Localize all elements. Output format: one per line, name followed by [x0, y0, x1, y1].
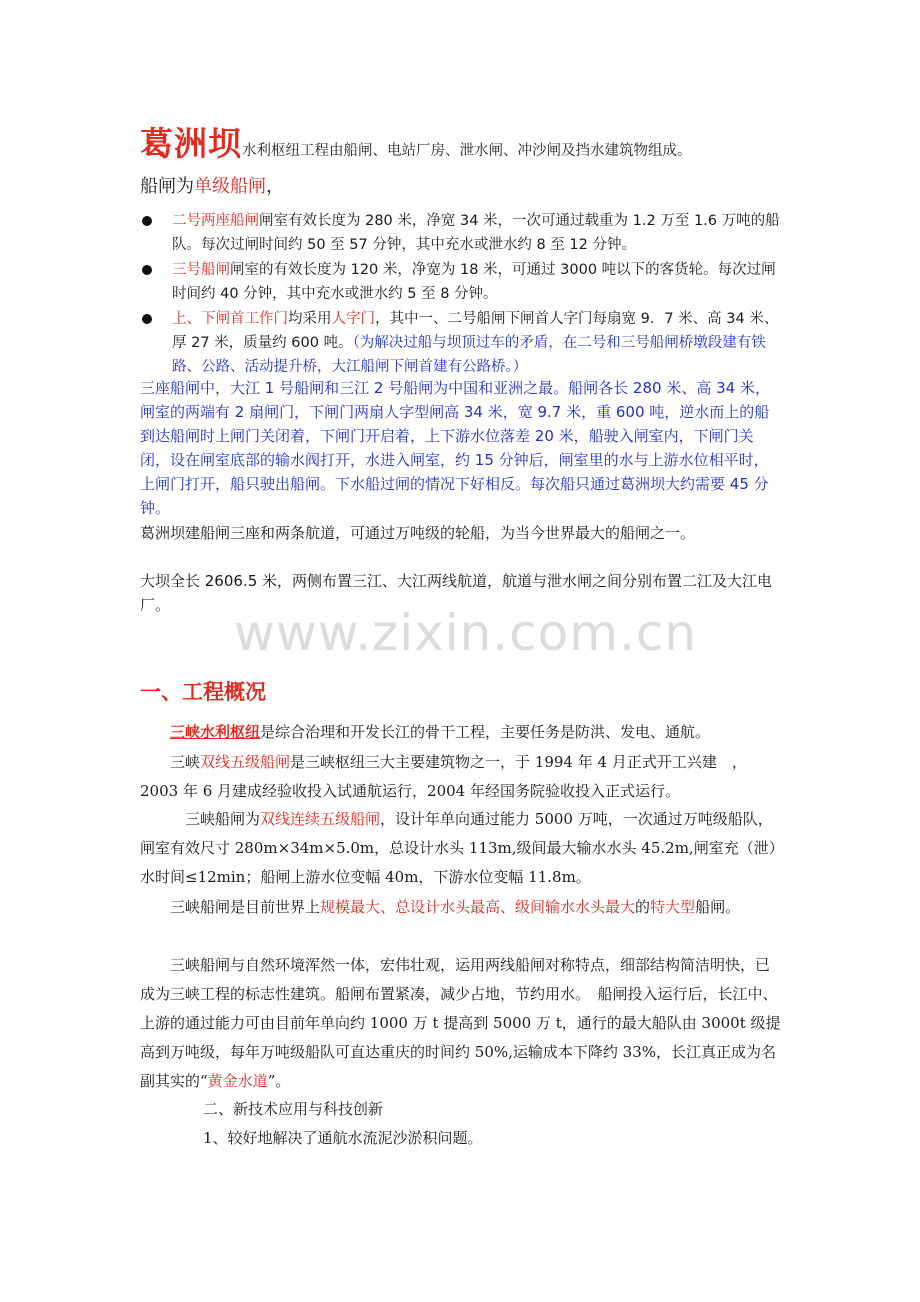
- paragraph-overview: [140, 718, 782, 747]
- list-item: [140, 307, 782, 379]
- list-item: [140, 209, 782, 257]
- paragraph-locks: 葛洲坝建船闸三座和两条航道，可通过万吨级的轮船，为当今世界最大的船闸之一。: [140, 524, 696, 542]
- subsection-heading: 二、新技术应用与科技创新: [203, 1100, 384, 1118]
- worlds-text-c: 船闸。: [695, 898, 741, 916]
- specs-text-a: 三峡船闸为: [185, 810, 261, 828]
- bullet-highlight-2: 人字门: [331, 311, 375, 327]
- watermark: www.zixin.com.cn: [234, 604, 698, 662]
- list-item: [140, 258, 782, 306]
- worlds-text-a: 三峡船闸是目前世界上: [170, 898, 321, 916]
- section-title: 一、工程概况: [140, 680, 266, 704]
- paragraph-construction: [140, 748, 782, 806]
- bullet-highlight: 上、下闸首工作门: [172, 311, 288, 327]
- specs-highlight: 双线连续五级船闸: [260, 810, 381, 828]
- landmark-text-b: ”。: [267, 1072, 291, 1090]
- construction-text-a: 三峡: [170, 753, 201, 771]
- lock-type-prefix: 船闸为: [140, 176, 194, 197]
- title-description: 水利枢纽工程由船闸、电站厂房、泄水闸、冲沙闸及挡水建筑物组成。: [242, 143, 692, 159]
- worlds-highlight-2: 特大型: [650, 898, 696, 916]
- bullet-highlight: 二号两座船闸: [172, 213, 259, 229]
- bullet-icon: [142, 265, 152, 275]
- subsection-item: 1、较好地解决了通航水流泥沙淤积问题。: [203, 1129, 483, 1147]
- paragraph-worlds-largest: [140, 893, 782, 922]
- worlds-highlight: 规模最大、总设计水头最高、级间输水水头最大: [320, 898, 636, 916]
- specs-text-b: ，设计年单向通过能力 5000 万吨，一次通过万吨级船队，闸室有效尺寸 280m×34m×5.0m，总设计水头 113m,级间最大输水水头 45.2m,闸室充（泄）水时间≤12min；船闸上游水位变幅 40m，下游水位变幅 11.8m。: [140, 810, 777, 886]
- bullet-highlight: 三号船闸: [172, 262, 230, 278]
- landmark-highlight: 黄金水道: [207, 1072, 268, 1090]
- lock-bullet-list: [140, 209, 782, 380]
- bullet-text-2: ，其中一、二号船闸下闸首人字门每扇宽 9．7 米、高 34 米、厚 27 米，质量约 600 吨。: [172, 311, 779, 351]
- bullet-icon: [142, 216, 152, 226]
- lock-type-highlight: 单级船闸: [194, 176, 266, 197]
- title-line: [140, 118, 692, 165]
- construction-highlight: 双线五级船闸: [200, 753, 291, 771]
- landmark-text-a: 三峡船闸与自然环境浑然一体，宏伟壮观，运用两线船闸对称特点，细部结构简洁明快，已成为三峡工程的标志性建筑。船闸布置紧凑，减少占地，节约用水。 船闸投入运行后，长江中、上游的通过能力可由目前年单向约 1000 万 t 提高到 5000 万 t，通行的最大船队由 3000t 级提高到万吨级，每年万吨级船队可直达重庆的时间约 50%,运输成本下降约 33%，长江真正成为名副其实的“: [140, 956, 781, 1090]
- blue-paragraph: 三座船闸中，大江 1 号船闸和三江 2 号船闸为中国和亚洲之最。船闸各长 280 米、高 34 米，闸室的两端有 2 扇闸门，下闸门两扇人字型闸高 34 米，宽 9.7 米，重 600 吨，逆水而上的船到达船闸时上闸门关闭着，下闸门开启着，上下游水位落差 20 米，船驶入闸室内，下闸门关闭，设在闸室底部的输水阀打开，水进入闸室，约 15 分钟后，闸室里的水与上游水位相平时，上闸门打开，船只驶出船闸。下水船过闸的情况下好相反。每次船只通过葛洲坝大约需要 45 分钟。: [140, 379, 770, 517]
- worlds-text-b: 的: [635, 898, 651, 916]
- paragraph-dam: 大坝全长 2606.5 米，两侧布置三江、大江两线航道，航道与泄水闸之间分别布置二江及大江电厂。: [140, 572, 773, 614]
- bullet-text: 闸室有效长度为 280 米，净宽 34 米，一次可通过载重为 1.2 万至 1.6 万吨的船队。每次过闸时间约 50 至 57 分钟，其中充水或泄水约 8 至 12 分钟。: [172, 213, 780, 253]
- bullet-icon: [142, 314, 152, 324]
- bullet-text: 均采用: [288, 311, 332, 327]
- overview-text: 是综合治理和开发长江的骨干工程，主要任务是防洪、发电、通航。: [260, 723, 711, 741]
- bullet-blue-note: （为解决过船与坝顶过车的矛盾，在二号和三号船闸桥墩段建有铁路、公路、活动提升桥，大江船闸下闸首建有公路桥。）: [172, 335, 766, 375]
- construction-text-b: 是三峡枢纽三大主要建筑物之一，于 1994 年 4 月正式开工兴建 ，2003 年 6 月建成经验收投入试通航运行，2004 年经国务院验收投入正式运行。: [140, 753, 747, 800]
- overview-link[interactable]: 三峡水利枢纽: [170, 723, 261, 741]
- doc-title: 葛洲坝: [140, 124, 242, 163]
- paragraph-specs: [140, 805, 782, 892]
- paragraph-landmark: [140, 951, 782, 1096]
- lock-type-line: [140, 172, 284, 198]
- lock-type-suffix: ，: [266, 176, 284, 197]
- bullet-text: 闸室的有效长度为 120 米，净宽为 18 米，可通过 3000 吨以下的客货轮。每次过闸时间约 40 分钟，其中充水或泄水约 5 至 8 分钟。: [172, 262, 776, 302]
